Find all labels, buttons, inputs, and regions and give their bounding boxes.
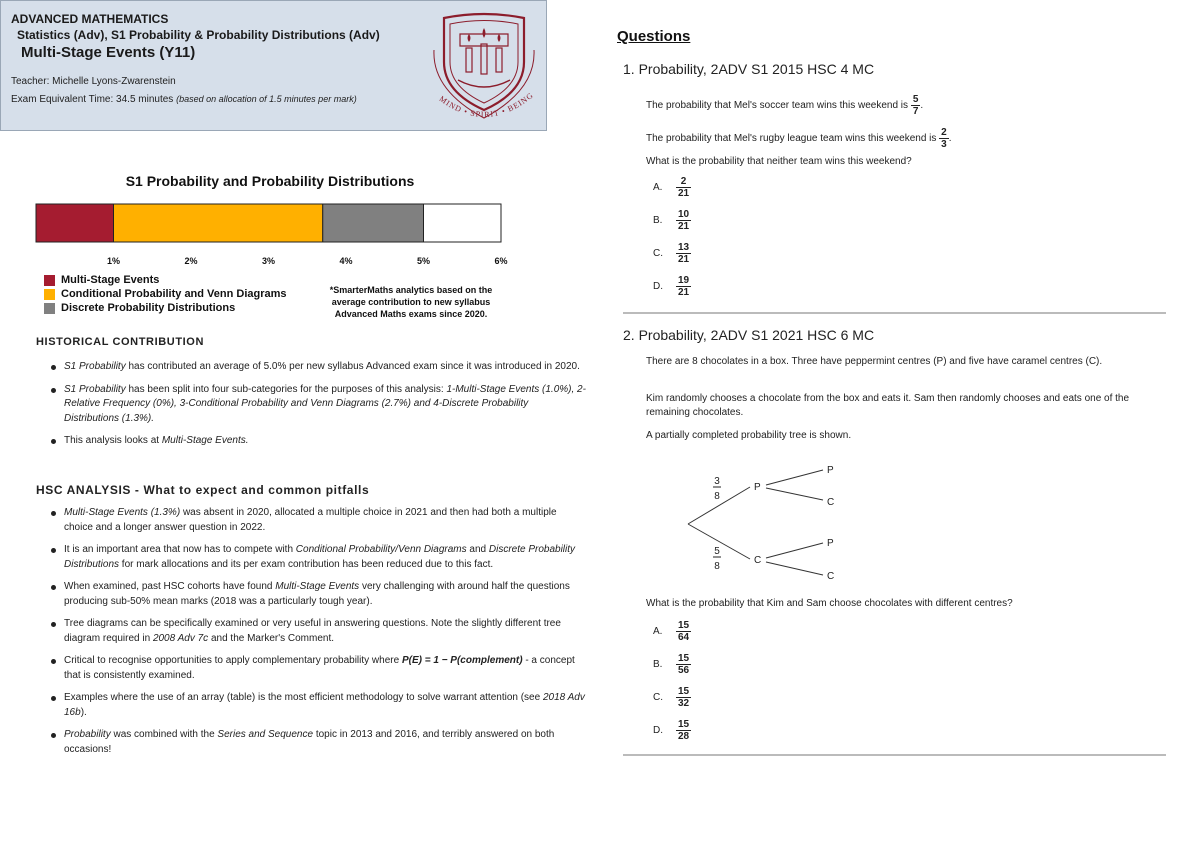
divider xyxy=(623,754,1166,756)
q2-option-d: D. xyxy=(653,725,663,736)
tree-leaf: P xyxy=(827,538,834,549)
chart-note: *SmarterMaths analytics based on the average contribution to new syllabus Advanced Maths exams since 2020. xyxy=(329,285,493,319)
branch-prob-den: 8 xyxy=(714,491,720,502)
q1-option-b-fraction: $\frac{10}{21}$ xyxy=(678,209,690,232)
tree-leaf: C xyxy=(827,497,835,508)
hsc-heading: HSC ANALYSIS - What to expect and common pitfalls xyxy=(36,483,370,497)
legend-label: Multi-Stage Events xyxy=(61,274,160,286)
q1-option-a-fraction: $\frac{2}{21}$ xyxy=(678,176,690,199)
q2-option-d-fraction: $\frac{15}{28}$ xyxy=(678,719,690,742)
q1-line2: The probability that Mel's rugby league team wins this weekend is $\frac{2}{3}$ . xyxy=(646,127,952,150)
list-item: Tree diagrams can be specifically examined or very useful in answering questions. Note the slightly different tree diagram required in 2008 Adv 7c and the Marker's Comment. xyxy=(36,617,586,646)
q2-para1: There are 8 chocolates in a box. Three have peppermint centres (P) and five have caramel centres (C). xyxy=(646,356,1103,367)
exam-time: 34.5 minutes xyxy=(116,94,174,105)
list-item: It is an important area that now has to compete with Conditional Probability/Venn Diagrams and Discrete Probability Distributions for mark allocations and its per exam contribution has been reduced due to this fact. xyxy=(36,543,586,572)
probability-tree-diagram xyxy=(680,458,850,583)
legend-swatch xyxy=(44,289,55,300)
chart-title: S1 Probability and Probability Distributions xyxy=(125,173,415,189)
exam-label: Exam Equivalent Time: xyxy=(11,94,114,105)
teacher-line xyxy=(11,76,176,87)
q2-option-c-fraction: $\frac{15}{32}$ xyxy=(678,686,690,709)
list-item: S1 Probability has been split into four sub-categories for the purposes of this analysis: 1-Multi-Stage Events (1.0%), 2-Relative Frequency (0%), 3-Conditional Probability and Venn Diagrams (2.7%) and 4-Discrete Probability Distributions (1.3%). xyxy=(36,383,586,427)
x-tick-label: 6% xyxy=(494,256,508,266)
q1-question: What is the probability that neither team wins this weekend? xyxy=(646,156,912,167)
question-2-title: 2. Probability, 2ADV S1 2021 HSC 6 MC xyxy=(623,327,875,343)
legend-item-discrete xyxy=(44,302,235,314)
subject-title: ADVANCED MATHEMATICS xyxy=(11,12,169,26)
list-item: Examples where the use of an array (table) is the most efficient methodology to solve warrant attention (see 2018 Adv 16b). xyxy=(36,691,586,720)
exam-note: (based on allocation of 1.5 minutes per mark) xyxy=(176,94,357,104)
questions-heading: Questions xyxy=(617,28,691,45)
crest-motto: MIND • SPIRIT • BEING xyxy=(437,90,536,120)
legend-swatch xyxy=(44,303,55,314)
legend-item-conditional xyxy=(44,288,287,300)
q1-option-c-fraction: $\frac{13}{21}$ xyxy=(678,242,690,265)
legend-label: Discrete Probability Distributions xyxy=(61,302,236,314)
list-item: Multi-Stage Events (1.3%) was absent in 2020, allocated a multiple choice in 2021 and then had both a multiple choice and a longer answer question in 2022. xyxy=(36,506,586,535)
historical-list xyxy=(36,360,586,457)
q1-line1: The probability that Mel's soccer team wins this weekend is $\frac{5}{7}$ . xyxy=(646,94,924,117)
branch-prob-num: 5 xyxy=(714,546,720,557)
tree-leaf: C xyxy=(827,571,835,582)
list-item: This analysis looks at Multi-Stage Events. xyxy=(36,434,586,449)
hsc-list xyxy=(36,506,586,765)
school-crest-logo xyxy=(430,10,538,122)
tree-node-c: C xyxy=(754,555,762,566)
legend-swatch xyxy=(44,275,55,286)
q2-option-c: C. xyxy=(653,692,663,703)
x-tick-label: 1% xyxy=(106,256,121,266)
q1-option-b: B. xyxy=(653,215,663,226)
list-item: Probability was combined with the Series and Sequence topic in 2013 and 2016, and terribly answered on both occasions! xyxy=(36,728,586,757)
q1-option-d-fraction: $\frac{19}{21}$ xyxy=(678,275,690,298)
x-tick-label: 2% xyxy=(184,256,198,266)
q2-option-a: A. xyxy=(653,626,663,637)
legend-label: Conditional Probability and Venn Diagrams xyxy=(61,288,287,300)
list-item: Critical to recognise opportunities to apply complementary probability where P(E) = 1 − P(complement) - a concept that is consistently examined. xyxy=(36,654,586,683)
branch-prob-num: 3 xyxy=(714,476,720,487)
x-tick-label: 4% xyxy=(339,256,353,266)
divider xyxy=(623,312,1166,314)
q2-para2: Kim randomly chooses a chocolate from the box and eats it. Sam then randomly chooses and eats one of the remaining chocolates. xyxy=(646,393,1130,418)
x-tick-label: 3% xyxy=(261,256,276,266)
header-box xyxy=(0,0,547,131)
tree-node-p: P xyxy=(754,482,761,493)
tree-leaf: P xyxy=(827,465,834,476)
question-1-title: 1. Probability, 2ADV S1 2015 HSC 4 MC xyxy=(623,61,875,77)
branch-prob-den: 8 xyxy=(714,561,720,572)
list-item: When examined, past HSC cohorts have found Multi-Stage Events very challenging with around half the questions producing sub-50% mean marks (2018 was a particularly tough year). xyxy=(36,580,586,609)
topic-title: Multi-Stage Events (Y11) xyxy=(21,44,196,61)
teacher-name: Michelle Lyons-Zwarenstein xyxy=(52,76,176,87)
x-tick-label: 5% xyxy=(416,256,431,266)
q2-para3: A partially completed probability tree is shown. xyxy=(646,430,852,441)
bar-segment-3 xyxy=(323,204,424,242)
list-item: S1 Probability has contributed an average of 5.0% per new syllabus Advanced exam since it was introduced in 2020. xyxy=(36,360,586,375)
q2-option-a-fraction: $\frac{15}{64}$ xyxy=(678,620,690,643)
exam-time-line xyxy=(11,94,357,105)
q2-option-b-fraction: $\frac{15}{56}$ xyxy=(678,653,690,676)
q1-option-c: C. xyxy=(653,248,663,259)
fraction: $\frac{5}{7}$ xyxy=(912,94,919,117)
q2-question: What is the probability that Kim and Sam choose chocolates with different centres? xyxy=(646,598,1013,609)
historical-heading: HISTORICAL CONTRIBUTION xyxy=(36,336,205,348)
fraction: $\frac{2}{3}$ xyxy=(941,127,947,150)
q2-option-b: B. xyxy=(653,659,663,670)
stacked-bar-chart xyxy=(30,198,520,270)
q1-option-a: A. xyxy=(653,182,663,193)
bar-segment-1 xyxy=(36,204,114,242)
legend-item-multi-stage xyxy=(44,274,159,286)
course-title: Statistics (Adv), S1 Probability & Probability Distributions (Adv) xyxy=(17,28,380,42)
teacher-label: Teacher: xyxy=(11,76,50,87)
bar-segment-2 xyxy=(114,204,323,242)
q1-option-d: D. xyxy=(653,281,663,292)
